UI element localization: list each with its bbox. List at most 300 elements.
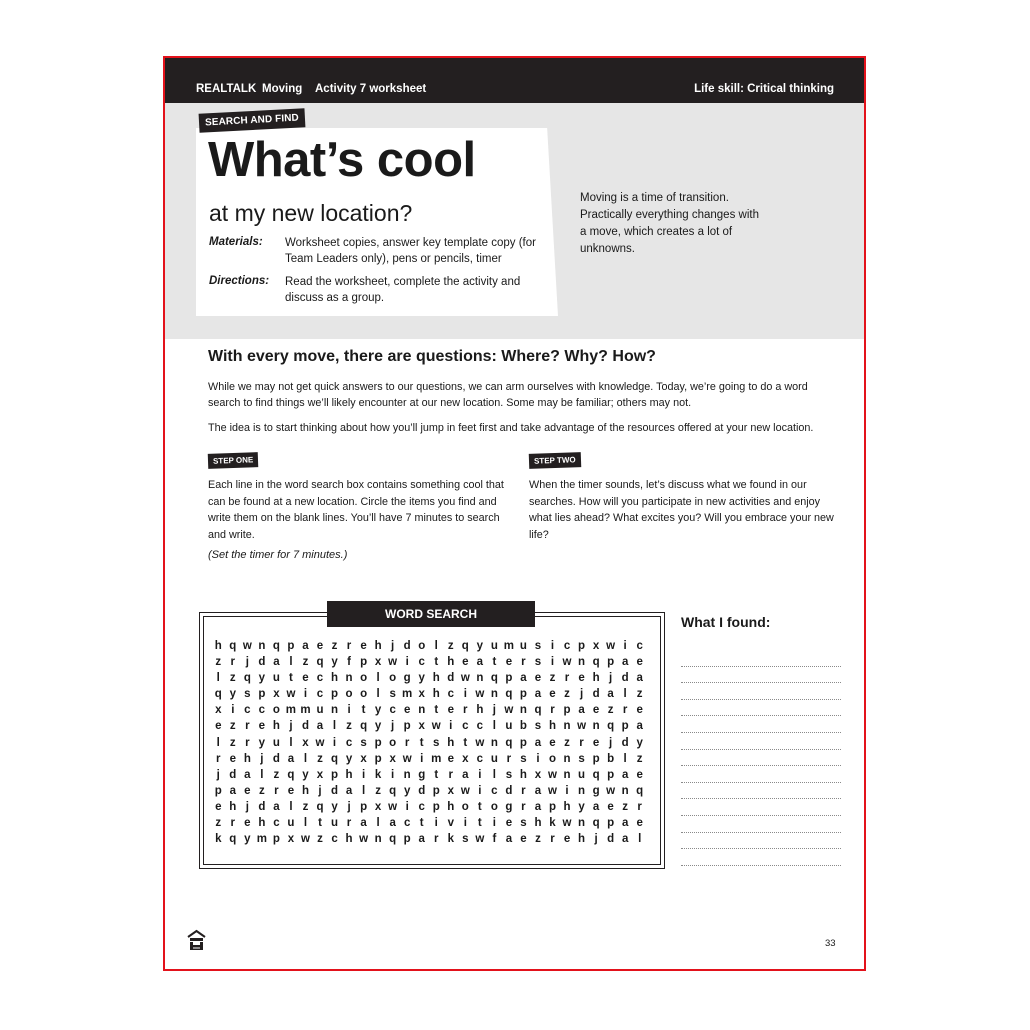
word-search-letter[interactable]: q	[505, 736, 513, 749]
answer-line[interactable]	[681, 750, 841, 767]
word-search-letter[interactable]: n	[563, 720, 571, 733]
word-search-letter[interactable]: e	[592, 704, 600, 717]
word-search-letter[interactable]: t	[318, 817, 322, 830]
word-search-letter[interactable]: o	[389, 672, 397, 685]
word-search-letter[interactable]: o	[548, 752, 556, 765]
word-search-letter[interactable]: m	[431, 752, 442, 765]
word-search-letter[interactable]: t	[434, 768, 439, 781]
word-search-letter[interactable]: r	[550, 704, 555, 717]
word-search-letter[interactable]: e	[505, 817, 513, 830]
word-search-letter[interactable]: e	[302, 672, 309, 685]
word-search-letter[interactable]: e	[215, 720, 222, 733]
word-search-letter[interactable]: e	[258, 720, 266, 733]
word-search-letter[interactable]: z	[447, 640, 454, 652]
word-search-letter[interactable]: q	[505, 688, 513, 701]
word-search-letter[interactable]: h	[272, 720, 280, 733]
answer-line[interactable]	[681, 783, 841, 800]
word-search-letter[interactable]: s	[534, 720, 542, 733]
word-search-letter[interactable]: w	[475, 688, 485, 701]
word-search-letter[interactable]: c	[403, 817, 411, 830]
word-search-letter[interactable]: o	[345, 688, 353, 701]
word-search-letter[interactable]: b	[519, 720, 527, 733]
word-search-letter[interactable]: q	[636, 784, 644, 797]
word-search-letter[interactable]: i	[303, 688, 308, 701]
word-search-letter[interactable]: y	[229, 688, 236, 701]
word-search-letter[interactable]: i	[492, 817, 496, 830]
word-search-letter[interactable]: t	[419, 817, 424, 830]
word-search-letter[interactable]: w	[359, 833, 369, 846]
answer-line[interactable]	[681, 667, 841, 684]
word-search-letter[interactable]: l	[332, 720, 337, 733]
word-search-letter[interactable]: w	[504, 704, 514, 717]
word-search-letter[interactable]: a	[636, 672, 643, 685]
word-search-letter[interactable]: h	[331, 672, 339, 685]
word-search-letter[interactable]: r	[622, 704, 628, 717]
word-search-letter[interactable]: u	[287, 817, 295, 830]
word-search-letter[interactable]: a	[636, 720, 643, 733]
word-search-letter[interactable]: o	[490, 800, 498, 813]
word-search-letter[interactable]: x	[418, 720, 425, 733]
word-search-letter[interactable]: y	[258, 736, 266, 749]
word-search-letter[interactable]: w	[388, 800, 398, 813]
word-search-letter[interactable]: i	[434, 817, 438, 830]
word-search-letter[interactable]: g	[403, 672, 411, 685]
word-search-letter[interactable]: c	[418, 656, 425, 669]
word-search-letter[interactable]: e	[462, 656, 469, 669]
word-search-letter[interactable]: d	[258, 656, 266, 669]
word-search-letter[interactable]: t	[477, 800, 482, 813]
word-search-letter[interactable]: h	[447, 656, 455, 669]
word-search-letter[interactable]: r	[463, 704, 468, 717]
word-search-letter[interactable]: n	[476, 672, 484, 685]
word-search-letter[interactable]: c	[316, 672, 324, 685]
word-search-letter[interactable]: l	[289, 800, 293, 813]
word-search-letter[interactable]: y	[476, 640, 484, 652]
word-search-letter[interactable]: z	[535, 833, 541, 846]
word-search-letter[interactable]: w	[577, 720, 587, 733]
word-search-letter[interactable]: n	[403, 768, 411, 781]
word-search-letter[interactable]: i	[550, 640, 555, 652]
word-search-letter[interactable]: w	[548, 784, 557, 797]
word-search-letter[interactable]: l	[492, 768, 496, 781]
answer-line[interactable]	[681, 799, 841, 816]
word-search-letter[interactable]: i	[347, 704, 351, 717]
word-search-letter[interactable]: r	[564, 672, 570, 685]
word-search-letter[interactable]: z	[229, 736, 236, 749]
word-search-letter[interactable]: c	[345, 736, 353, 749]
word-search-letter[interactable]: z	[302, 800, 309, 813]
word-search-letter[interactable]: h	[229, 800, 237, 813]
word-search-letter[interactable]: i	[565, 784, 569, 797]
word-search-letter[interactable]: r	[579, 736, 584, 749]
word-search-letter[interactable]: h	[447, 736, 455, 749]
word-search-letter[interactable]: f	[492, 833, 497, 846]
word-search-letter[interactable]: q	[287, 768, 295, 781]
word-search-letter[interactable]: q	[214, 688, 222, 701]
word-search-letter[interactable]: y	[345, 752, 353, 765]
word-search-letter[interactable]: d	[447, 672, 455, 685]
word-search-letter[interactable]: e	[636, 817, 643, 830]
answer-line[interactable]	[681, 816, 841, 833]
word-search-letter[interactable]: n	[331, 704, 339, 717]
word-search-letter[interactable]: a	[534, 800, 542, 813]
word-search-letter[interactable]: c	[563, 640, 571, 652]
word-search-letter[interactable]: q	[592, 817, 600, 830]
word-search-letter[interactable]: z	[375, 784, 381, 797]
word-search-letter[interactable]: h	[592, 672, 600, 685]
word-search-letter[interactable]: w	[242, 640, 252, 652]
word-search-letter[interactable]: e	[592, 736, 600, 749]
word-search-letter[interactable]: c	[636, 640, 643, 652]
word-search-letter[interactable]: q	[331, 752, 339, 765]
word-search-letter[interactable]: r	[346, 817, 352, 830]
word-search-letter[interactable]: t	[434, 704, 439, 717]
word-search-letter[interactable]: u	[490, 752, 498, 765]
word-search-letter[interactable]: w	[562, 656, 572, 669]
word-search-letter[interactable]: y	[418, 672, 425, 685]
word-search-letter[interactable]: s	[505, 768, 513, 781]
word-search-letter[interactable]: h	[214, 640, 222, 652]
word-search-letter[interactable]: a	[534, 688, 542, 701]
word-search-letter[interactable]: o	[272, 704, 280, 717]
word-search-letter[interactable]: r	[521, 800, 526, 813]
word-search-letter[interactable]: d	[418, 784, 426, 797]
word-search-letter[interactable]: e	[607, 800, 614, 813]
word-search-letter[interactable]: y	[374, 704, 382, 717]
word-search-letter[interactable]: p	[607, 656, 615, 669]
word-search-letter[interactable]: p	[331, 768, 339, 781]
word-search-letter[interactable]: h	[548, 720, 556, 733]
word-search-letter[interactable]: n	[490, 688, 498, 701]
word-search-letter[interactable]: e	[636, 768, 643, 781]
word-search-letter[interactable]: i	[361, 768, 366, 781]
word-search-letter[interactable]: a	[360, 817, 367, 830]
word-search-letter[interactable]: h	[476, 704, 484, 717]
word-search-letter[interactable]: r	[230, 656, 236, 669]
word-search-letter[interactable]: c	[418, 800, 425, 813]
word-search-letter[interactable]: n	[578, 784, 586, 797]
word-search-letter[interactable]: x	[287, 833, 295, 846]
word-search-letter[interactable]: p	[403, 720, 411, 733]
word-search-letter[interactable]: l	[289, 736, 293, 749]
word-search-letter[interactable]: c	[462, 720, 469, 733]
word-search-letter[interactable]: p	[621, 720, 629, 733]
word-search-letter[interactable]: s	[244, 688, 251, 701]
word-search-letter[interactable]: w	[315, 736, 325, 749]
word-search-letter[interactable]: o	[360, 688, 368, 701]
word-search-letter[interactable]: r	[550, 833, 555, 846]
word-search-letter[interactable]: e	[360, 640, 367, 652]
word-search-letter[interactable]: y	[403, 784, 411, 797]
word-search-letter[interactable]: c	[273, 817, 280, 830]
word-search-letter[interactable]: d	[621, 736, 629, 749]
word-search-letter[interactable]: l	[216, 736, 220, 749]
word-search-letter[interactable]: c	[491, 784, 498, 797]
word-search-letter[interactable]: r	[346, 640, 352, 652]
word-search-letter[interactable]: m	[256, 833, 267, 846]
word-search-letter[interactable]: q	[592, 656, 600, 669]
word-search-letter[interactable]: m	[402, 688, 413, 701]
word-search-letter[interactable]: p	[607, 768, 615, 781]
word-search-letter[interactable]: w	[548, 768, 557, 781]
word-search-letter[interactable]: p	[578, 640, 586, 652]
word-search-letter[interactable]: i	[463, 817, 467, 830]
word-search-letter[interactable]: j	[391, 720, 395, 733]
word-search-letter[interactable]: j	[492, 704, 496, 717]
word-search-letter[interactable]: e	[563, 833, 571, 846]
word-search-letter[interactable]: a	[520, 672, 527, 685]
word-search-letter[interactable]: j	[289, 720, 293, 733]
word-search-letter[interactable]: w	[562, 817, 572, 830]
word-search-letter[interactable]: y	[636, 736, 643, 749]
word-search-letter[interactable]: q	[316, 656, 324, 669]
word-search-letter[interactable]: l	[376, 672, 380, 685]
word-search-letter[interactable]: z	[317, 752, 323, 765]
word-search-letter[interactable]: p	[258, 688, 266, 701]
word-search-letter[interactable]: w	[402, 752, 412, 765]
word-search-letter[interactable]: e	[215, 800, 222, 813]
word-search-letter[interactable]: i	[391, 768, 395, 781]
word-search-letter[interactable]: y	[374, 720, 382, 733]
word-search-letter[interactable]: n	[490, 736, 498, 749]
word-search-letter[interactable]: i	[332, 736, 337, 749]
word-search-letter[interactable]: e	[549, 688, 556, 701]
word-search-letter[interactable]: l	[303, 817, 308, 830]
word-search-letter[interactable]: z	[229, 672, 236, 685]
word-search-letter[interactable]: y	[578, 800, 585, 813]
word-search-letter[interactable]: p	[519, 736, 527, 749]
word-search-letter[interactable]: x	[360, 752, 367, 765]
word-search-letter[interactable]: m	[300, 704, 311, 717]
word-search-letter[interactable]: h	[258, 817, 266, 830]
word-search-letter[interactable]: e	[229, 752, 236, 765]
word-search-letter[interactable]: q	[490, 672, 498, 685]
word-search-letter[interactable]: x	[273, 688, 280, 701]
word-search-letter[interactable]: w	[286, 688, 296, 701]
answer-line[interactable]	[681, 700, 841, 717]
word-search-letter[interactable]: h	[432, 672, 440, 685]
word-search-letter[interactable]: t	[463, 736, 468, 749]
word-search-letter[interactable]: f	[347, 656, 351, 669]
word-search-letter[interactable]: d	[229, 768, 237, 781]
word-search-letter[interactable]: t	[419, 736, 424, 749]
word-search-letter[interactable]: a	[592, 800, 600, 813]
word-search-letter[interactable]: p	[432, 784, 440, 797]
word-search-letter[interactable]: h	[578, 833, 586, 846]
word-search-letter[interactable]: q	[316, 800, 324, 813]
word-search-letter[interactable]: e	[244, 784, 251, 797]
word-search-letter[interactable]: x	[534, 768, 542, 781]
word-search-letter[interactable]: s	[520, 752, 527, 765]
word-search-letter[interactable]: h	[432, 688, 440, 701]
word-search-letter[interactable]: x	[316, 768, 324, 781]
word-search-letter[interactable]: x	[215, 704, 222, 717]
word-search-letter[interactable]: q	[607, 720, 615, 733]
word-search-letter[interactable]: j	[594, 833, 598, 846]
word-search-letter[interactable]: p	[374, 736, 382, 749]
word-search-letter[interactable]: k	[549, 817, 556, 830]
word-search-letter[interactable]: m	[285, 704, 297, 717]
word-search-letter[interactable]: a	[273, 656, 280, 669]
word-search-letter[interactable]: g	[418, 768, 426, 781]
word-search-letter[interactable]: z	[564, 688, 570, 701]
word-search-letter[interactable]: z	[636, 752, 643, 765]
word-search-letter[interactable]: l	[260, 768, 264, 781]
word-search-letter[interactable]: n	[374, 833, 382, 846]
word-search-letter[interactable]: i	[405, 800, 409, 813]
word-search-letter[interactable]: c	[476, 752, 484, 765]
answer-line[interactable]	[681, 650, 841, 667]
word-search-letter[interactable]: i	[536, 752, 540, 765]
word-search-letter[interactable]: a	[273, 800, 280, 813]
word-search-letter[interactable]: h	[243, 752, 251, 765]
word-search-letter[interactable]: h	[447, 800, 455, 813]
word-search-letter[interactable]: u	[578, 768, 586, 781]
word-search-letter[interactable]: j	[245, 800, 249, 813]
word-search-letter[interactable]: y	[331, 800, 338, 813]
word-search-letter[interactable]: w	[606, 784, 616, 797]
word-search-letter[interactable]: s	[520, 817, 527, 830]
word-search-letter[interactable]: t	[361, 704, 366, 717]
word-search-letter[interactable]: l	[434, 640, 438, 652]
word-search-letter[interactable]: a	[345, 784, 353, 797]
word-search-letter[interactable]: q	[229, 640, 237, 652]
word-search-letter[interactable]: h	[345, 768, 353, 781]
word-search-letter[interactable]: z	[302, 656, 309, 669]
word-search-letter[interactable]: h	[563, 800, 571, 813]
word-search-letter[interactable]: x	[302, 736, 309, 749]
word-search-letter[interactable]: e	[447, 704, 454, 717]
word-search-letter[interactable]: x	[374, 800, 382, 813]
word-search-letter[interactable]: j	[245, 656, 249, 669]
word-search-letter[interactable]: i	[405, 656, 409, 669]
word-search-letter[interactable]: h	[374, 640, 382, 652]
word-search-letter[interactable]: u	[519, 640, 527, 652]
word-search-letter[interactable]: i	[623, 640, 627, 652]
word-search-letter[interactable]: r	[404, 736, 410, 749]
word-search-letter[interactable]: e	[403, 704, 411, 717]
word-search-letter[interactable]: a	[621, 656, 629, 669]
word-search-letter[interactable]: p	[360, 656, 368, 669]
word-search-letter[interactable]: p	[403, 833, 411, 846]
word-search-letter[interactable]: a	[462, 768, 469, 781]
word-search-letter[interactable]: r	[245, 720, 250, 733]
word-search-letter[interactable]: o	[389, 736, 397, 749]
word-search-letter[interactable]: l	[623, 752, 627, 765]
word-search-letter[interactable]: w	[300, 833, 310, 846]
word-search-letter[interactable]: h	[519, 768, 527, 781]
word-search-letter[interactable]: r	[230, 817, 236, 830]
word-search-letter[interactable]: a	[316, 720, 324, 733]
word-search-letter[interactable]: n	[578, 817, 586, 830]
word-search-letter[interactable]: z	[215, 817, 222, 830]
word-search-letter[interactable]: z	[229, 720, 236, 733]
word-search-letter[interactable]: i	[478, 784, 482, 797]
word-search-letter[interactable]: k	[215, 833, 222, 846]
word-search-letter[interactable]: e	[287, 784, 295, 797]
word-search-letter[interactable]: d	[505, 784, 513, 797]
word-search-letter[interactable]: c	[316, 688, 324, 701]
word-search-letter[interactable]: p	[272, 833, 280, 846]
word-search-letter[interactable]: n	[621, 784, 629, 797]
word-search-letter[interactable]: w	[606, 640, 616, 652]
word-search-letter[interactable]: l	[638, 833, 642, 846]
word-search-letter[interactable]: e	[316, 640, 324, 652]
word-search-letter[interactable]: l	[492, 720, 496, 733]
word-search-letter[interactable]: y	[302, 768, 309, 781]
word-search-letter[interactable]: c	[447, 688, 454, 701]
word-search-letter[interactable]: w	[388, 656, 398, 669]
word-search-letter[interactable]: z	[331, 640, 338, 652]
word-search-letter[interactable]: z	[564, 736, 570, 749]
word-search-letter[interactable]: s	[360, 736, 367, 749]
word-search-letter[interactable]: a	[621, 817, 629, 830]
word-search-letter[interactable]: a	[244, 768, 251, 781]
word-search-letter[interactable]: j	[216, 768, 220, 781]
word-search-letter[interactable]: l	[216, 672, 220, 685]
word-search-letter[interactable]: s	[462, 833, 469, 846]
word-search-letter[interactable]: y	[331, 656, 338, 669]
word-search-letter[interactable]: h	[301, 784, 309, 797]
word-search-letter[interactable]: i	[449, 720, 453, 733]
word-search-letter[interactable]: d	[621, 672, 629, 685]
word-search-letter[interactable]: z	[636, 688, 643, 701]
word-search-letter[interactable]: z	[622, 800, 629, 813]
word-search-letter[interactable]: a	[418, 833, 425, 846]
word-search-letter[interactable]: j	[318, 784, 322, 797]
word-search-letter[interactable]: w	[475, 833, 485, 846]
word-search-letter[interactable]: r	[433, 833, 439, 846]
word-search-letter[interactable]: j	[347, 800, 351, 813]
word-search-letter[interactable]: d	[592, 688, 600, 701]
word-search-letter[interactable]: h	[534, 817, 542, 830]
word-search-letter[interactable]: l	[623, 688, 627, 701]
word-search-letter[interactable]: e	[636, 656, 643, 669]
word-search-letter[interactable]: a	[534, 736, 542, 749]
word-search-letter[interactable]: c	[476, 720, 484, 733]
word-search-letter[interactable]: r	[448, 768, 453, 781]
word-search-letter[interactable]: n	[345, 672, 353, 685]
word-search-letter[interactable]: i	[231, 704, 235, 717]
answer-line[interactable]	[681, 683, 841, 700]
word-search-letter[interactable]: n	[258, 640, 266, 652]
word-search-letter[interactable]: a	[302, 640, 309, 652]
word-search-letter[interactable]: x	[462, 752, 469, 765]
word-search-letter[interactable]: p	[374, 752, 382, 765]
word-search-letter[interactable]: a	[287, 752, 295, 765]
word-search-letter[interactable]: c	[244, 704, 251, 717]
word-search-letter[interactable]: s	[389, 688, 396, 701]
word-search-letter[interactable]: u	[272, 736, 280, 749]
word-search-letter[interactable]: a	[534, 784, 542, 797]
word-search-letter[interactable]: q	[360, 720, 368, 733]
word-search-letter[interactable]: s	[534, 656, 542, 669]
word-search-letter[interactable]: j	[609, 736, 613, 749]
word-search-letter[interactable]: i	[463, 688, 467, 701]
word-search-letter[interactable]: p	[607, 817, 615, 830]
word-search-letter[interactable]: e	[244, 817, 251, 830]
word-search-letter[interactable]: l	[376, 817, 380, 830]
word-search-letter[interactable]: t	[492, 656, 497, 669]
word-search-letter[interactable]: x	[592, 640, 600, 652]
word-search-letter[interactable]: s	[578, 752, 585, 765]
word-search-letter[interactable]: o	[418, 640, 426, 652]
word-search-letter[interactable]: z	[607, 704, 614, 717]
word-search-letter[interactable]: t	[434, 656, 439, 669]
word-search-letter[interactable]: a	[229, 784, 236, 797]
word-search-letter[interactable]: v	[447, 817, 454, 830]
word-search-letter[interactable]: z	[317, 833, 323, 846]
